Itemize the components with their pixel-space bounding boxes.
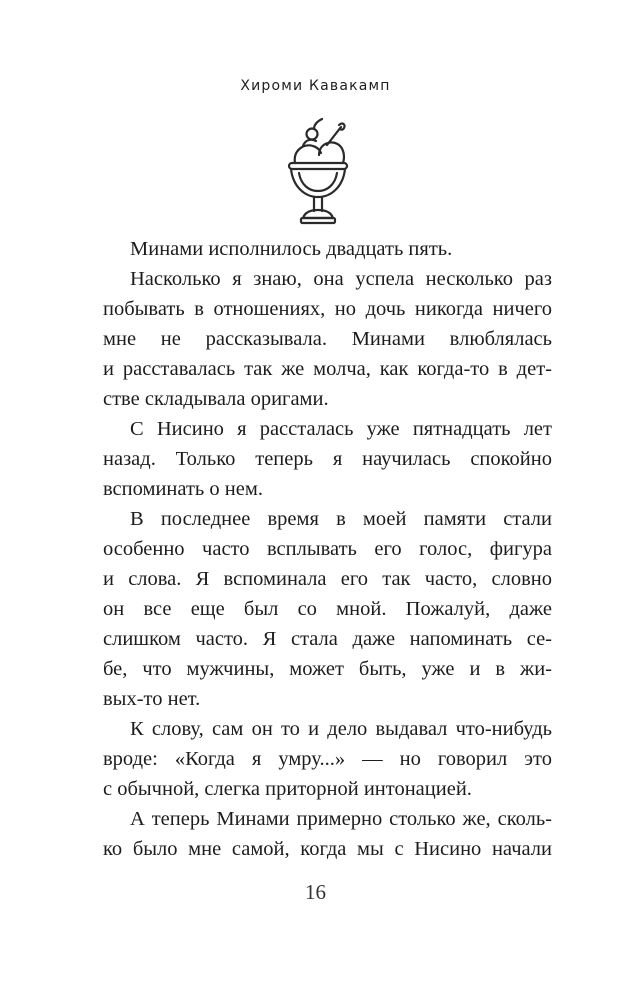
text-line: В последнее время в моей памяти стали (130, 508, 552, 530)
text-line: Насколько я знаю, она успела несколько раз (130, 268, 552, 290)
text-line: Минами исполнилось двадцать пять. (130, 238, 453, 260)
text-line: ко было мне самой, когда мы с Нисино начали (103, 838, 552, 860)
running-header: Хироми Кавакамп (240, 78, 391, 94)
text-line: вроде: «Когда я умру...» — но говорил это (103, 748, 552, 770)
text-line: вспоминать о нем. (103, 478, 263, 500)
text-line: особенно часто всплывать его голос, фигура (103, 538, 552, 560)
text-line: вых-то нет. (103, 688, 201, 710)
text-line: К слову, сам он то и дело выдавал что-нибудь (130, 718, 552, 740)
text-line: назад. Только теперь я научилась спокойно (103, 448, 552, 470)
text-line: бе, что мужчины, может быть, уже и в жи- (103, 658, 552, 680)
text-line: и расставалась так же молча, как когда-то в дет- (103, 358, 552, 380)
text-line: он все еще был со мной. Пожалуй, даже (103, 598, 552, 620)
text-line: С Нисино я рассталась уже пятнадцать лет (130, 418, 552, 440)
text-line: мне не рассказывала. Минами влюблялась (103, 328, 552, 350)
text-line: с обычной, слегка приторной интонацией. (103, 778, 472, 800)
text-line: побывать в отношениях, но дочь никогда ничего (103, 298, 552, 320)
text-line: и слова. Я вспоминала его так часто, словно (103, 568, 552, 590)
text-line: слишком часто. Я стала даже напоминать се- (103, 628, 552, 650)
page-number: 16 (305, 880, 326, 904)
text-line: стве складывала оригами. (103, 388, 329, 410)
ice-cream-sundae-icon (283, 115, 353, 230)
text-line: А теперь Минами примерно столько же, сколь- (130, 808, 552, 830)
